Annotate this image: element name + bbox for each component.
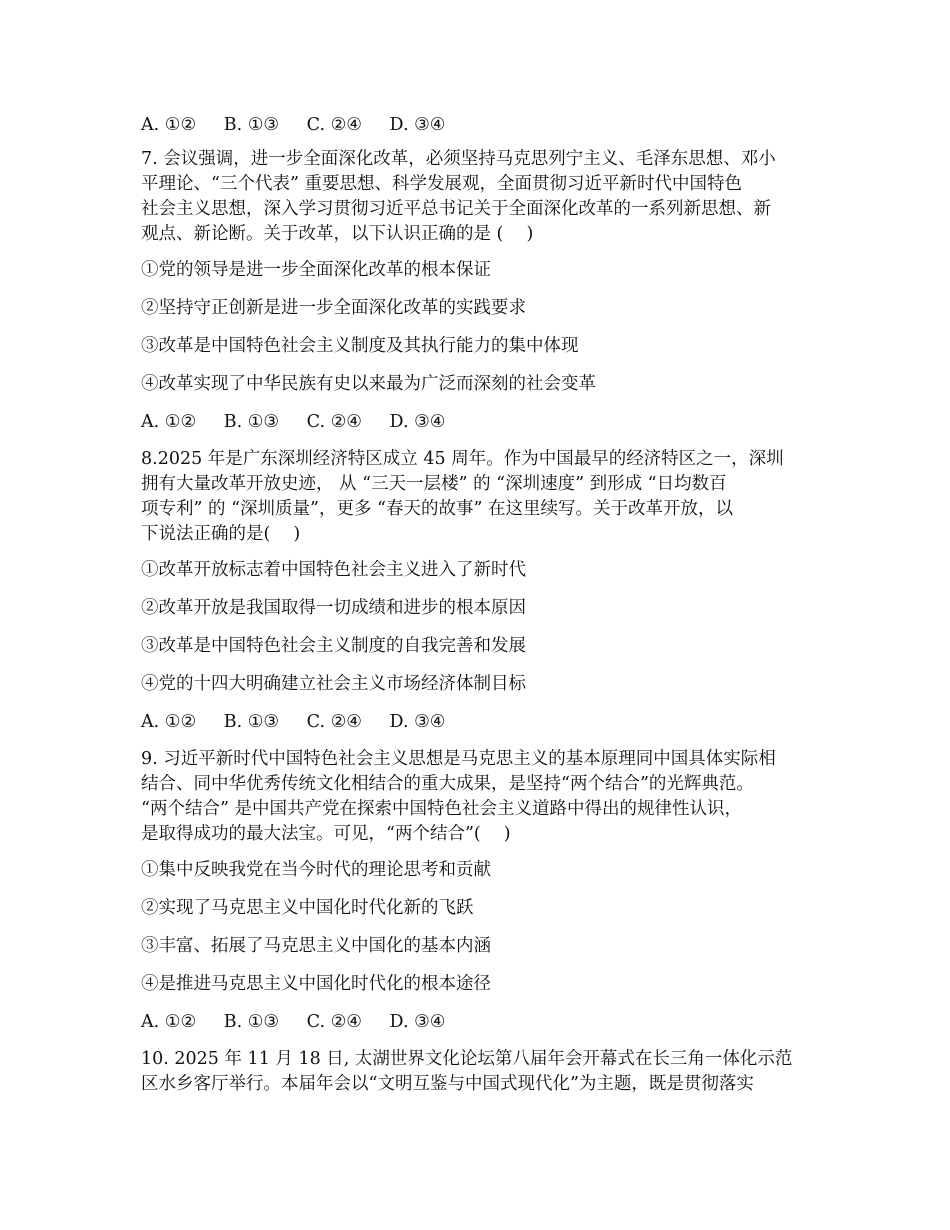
statement-1: ①集中反映我党在当今时代的理论思考和贡献 [141,860,491,880]
exam-page [141,108,813,1109]
stem-line: “两个结合” 是中国共产党在探索中国特色社会主义道路中得出的规律性认识， [141,799,742,819]
option-b: B. ①③ [223,412,280,432]
stem-line: 项专利” 的 “深圳质量”，更多 “春天的故事” 在这里续写。关于改革开放，以 [141,499,733,519]
q7-options [141,410,813,435]
question-9 [141,747,813,1035]
statement-1: ①党的领导是进一步全面深化改革的根本保证 [141,260,491,280]
stem-line: 平理论、“三个代表” 重要思想、科学发展观，全面贯彻习近平新时代中国特色 [141,174,742,194]
option-c: C. ②④ [306,1012,362,1032]
option-a: A. ①② [141,115,197,135]
statement-2: ②坚持守正创新是进一步全面深化改革的实践要求 [141,298,526,318]
question-8 [141,447,813,735]
stem-line: 区水乡客厅举行。本届年会以“文明互鉴与中国式现代化”为主题，既是贯彻落实 [141,1074,754,1094]
stem-line: 8.2025 年是广东深圳经济特区成立 45 周年。作为中国最早的经济特区之一，深圳 [141,449,784,469]
stem-line: 10. 2025 年 11 月 18 日, 太湖世界文化论坛第八届年会开幕式在长三角一体化示范 [141,1049,793,1069]
option-d: D. ③④ [389,712,446,732]
stem-line: 是取得成功的最大法宝。可见，“两个结合”( ) [141,824,511,844]
statement-3: ③丰富、拓展了马克思主义中国化的基本内涵 [141,936,491,956]
statement-4: ④是推进马克思主义中国化时代化的根本途径 [141,974,491,994]
stem-line: 观点、新论断。关于改革，以下认识正确的是 ( ) [141,224,534,244]
q9-options [141,1010,813,1035]
statement-2: ②实现了马克思主义中国化时代化新的飞跃 [141,898,474,918]
option-a: A. ①② [141,1012,197,1032]
q6-options [141,113,813,138]
question-8-stem [141,447,813,547]
option-a: A. ①② [141,712,197,732]
stem-line: 拥有大量改革开放史迹， 从 “三天一层楼” 的 “深圳速度” 到形成 “日均数百 [141,474,727,494]
option-b: B. ①③ [223,115,280,135]
stem-line: 社会主义思想，深入学习贯彻习近平总书记关于全面深化改革的一系列新思想、新 [141,199,771,219]
statement-2: ②改革开放是我国取得一切成绩和进步的根本原因 [141,598,526,618]
statement-4: ④改革实现了中华民族有史以来最为广泛而深刻的社会变革 [141,374,596,394]
option-b: B. ①③ [223,1012,280,1032]
option-c: C. ②④ [306,412,362,432]
option-b: B. ①③ [223,712,280,732]
question-9-stem [141,747,813,847]
question-10-stem [141,1047,813,1097]
question-10 [141,1047,813,1097]
option-a: A. ①② [141,412,197,432]
option-d: D. ③④ [389,412,446,432]
statement-1: ①改革开放标志着中国特色社会主义进入了新时代 [141,560,526,580]
q8-options [141,710,813,735]
stem-line: 7. 会议强调，进一步全面深化改革，必须坚持马克思列宁主义、毛泽东思想、邓小 [141,149,776,169]
stem-line: 下说法正确的是( ) [141,524,301,544]
statement-3: ③改革是中国特色社会主义制度及其执行能力的集中体现 [141,336,579,356]
option-c: C. ②④ [306,712,362,732]
option-c: C. ②④ [306,115,362,135]
question-7-stem [141,147,813,247]
option-d: D. ③④ [389,1012,446,1032]
stem-line: 9. 习近平新时代中国特色社会主义思想是马克思主义的基本原理同中国具体实际相 [141,749,776,769]
statement-3: ③改革是中国特色社会主义制度的自我完善和发展 [141,636,526,656]
option-d: D. ③④ [389,115,446,135]
statement-4: ④党的十四大明确建立社会主义市场经济体制目标 [141,674,526,694]
question-7 [141,147,813,435]
stem-line: 结合、同中华优秀传统文化相结合的重大成果，是坚持“两个结合”的光辉典范。 [141,774,754,794]
